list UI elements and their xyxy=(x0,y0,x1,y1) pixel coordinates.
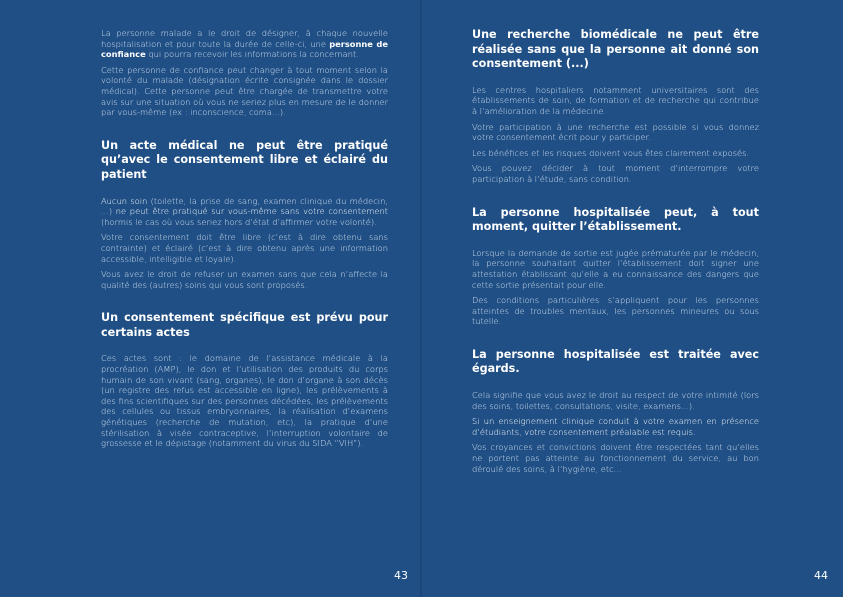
trusted-person-paragraph xyxy=(101,28,388,60)
biomedical-research-heading: Une recherche biomédicale ne peut être réalisée sans que la personne ait donné son consentement (...) xyxy=(472,28,759,71)
trusted-person-term: personne de confiance xyxy=(101,38,388,60)
right-page xyxy=(422,0,843,597)
hospital-centers-paragraph: Les centres hospitaliers notamment universitaires sont des établissements de soin, de formation et de recherche qui contribue à l’amélioration de la médecine. xyxy=(472,84,759,116)
leave-hospital-heading: La personne hospitalisée peut, à tout moment, quitter l’établissement. xyxy=(472,205,759,234)
consent-statement: ne peut être pratiqué sur vous-même sans votre consentement xyxy=(115,206,388,217)
respect-heading: La personne hospitalisée est traitée avec égards. xyxy=(472,347,759,376)
no-care-term: Aucun soin xyxy=(101,195,148,206)
page-number: 44 xyxy=(814,569,828,582)
trusted-person-change-paragraph: Cette personne de confiance peut changer à tout moment selon la volonté du malade (désignation écrite consignée dans le dossier médical). Cette personne peut être chargée de transmettre votre avis sur une situation où vous ne seriez plus en mesure de le donner par vous-même (ex : inconscience, coma...). xyxy=(101,64,388,118)
text-span: (toilette, la prise de sang, examen clinique du médecin, ...) xyxy=(101,195,388,217)
withdraw-paragraph: Vous pouvez décider à tout moment d’interrompre votre participation à l’étude, sans condition. xyxy=(472,163,759,184)
free-informed-consent-paragraph: Votre consentement doit être libre (c’est à dire obtenu sans contrainte) et éclairé (c’est à dire obtenu après une information accessible, intelligible et loyale). xyxy=(101,232,388,264)
text-span: La personne malade a le droit de désigner, à chaque nouvelle hospitalisation et pour toute la durée de celle-ci, une xyxy=(101,28,388,49)
beliefs-paragraph: Vos croyances et convictions doivent être respectées tant qu’elles ne portent pas atteinte au fonctionnement du service, au bon déroulé des soins, à l’hygiène, etc... xyxy=(472,442,759,474)
privacy-paragraph: Cela signifie que vous avez le droit au respect de votre intimité (lors des soins, toilettes, consultations, visite, examens...). xyxy=(472,390,759,411)
specific-consent-heading: Un consentement spécifique est prévu pour certains actes xyxy=(101,311,388,339)
medical-act-consent-heading: Un acte médical ne peut être pratiqué qu’avec le consentement libre et éclairé du patient xyxy=(101,138,388,181)
page-number: 43 xyxy=(394,569,408,582)
text-span: (hormis le cas où vous seriez hors d’état d’affirmer votre volonté). xyxy=(101,216,377,227)
right-to-refuse-paragraph: Vous avez le droit de refuser un examen sans que cela n’affecte la qualité des (autres) soins qui vous sont proposés. xyxy=(101,269,388,290)
left-column xyxy=(101,28,388,454)
discharge-request-paragraph: Lorsque la demande de sortie est jugée prématurée par le médecin, la personne souhaitant quitter l’établissement doit signer une attestation établissant qu’elle a eu connaissance des dangers que cette sortie présentait pour elle. xyxy=(472,247,759,290)
right-column xyxy=(472,28,759,479)
benefits-risks-paragraph: Les bénéfices et les risques doivent vous êtes clairement exposés. xyxy=(472,147,750,158)
special-conditions-paragraph: Des conditions particulières s’appliquent pour les personnes atteintes de troubles mentaux, les personnes mineures ou sous tutelle. xyxy=(472,295,759,327)
text-span: qui pourra recevoir les informations la concernant. xyxy=(145,49,359,60)
left-page xyxy=(0,0,421,597)
clinical-teaching-paragraph: Si un enseignement clinique conduit à votre examen en présence d’étudiants, votre consentement préalable est requis. xyxy=(472,416,759,437)
research-participation-paragraph: Votre participation à une recherche est possible si vous donnez votre consentement écrit pour y participer. xyxy=(472,121,759,143)
no-care-without-consent-paragraph xyxy=(101,196,388,228)
specific-acts-paragraph: Ces actes sont : le domaine de l’assistance médicale à la procréation (AMP), le don et l’utilisation des produits du corps humain de son vivant (sang, organes), le don d’organe à son décès (un registre des refus est accessible en ligne), les prélèvements à des fins scientifiques sur des personnes décédées, les prélèvements des cellules ou tissus embryonnaires, la réalisation d’examens génétiques (recherche de mutation, etc), la pratique d’une stérilisation à visée contraceptive, l’interruption volontaire de grossesse et le dépistage (notamment du virus du SIDA “VIH”). xyxy=(101,353,388,449)
